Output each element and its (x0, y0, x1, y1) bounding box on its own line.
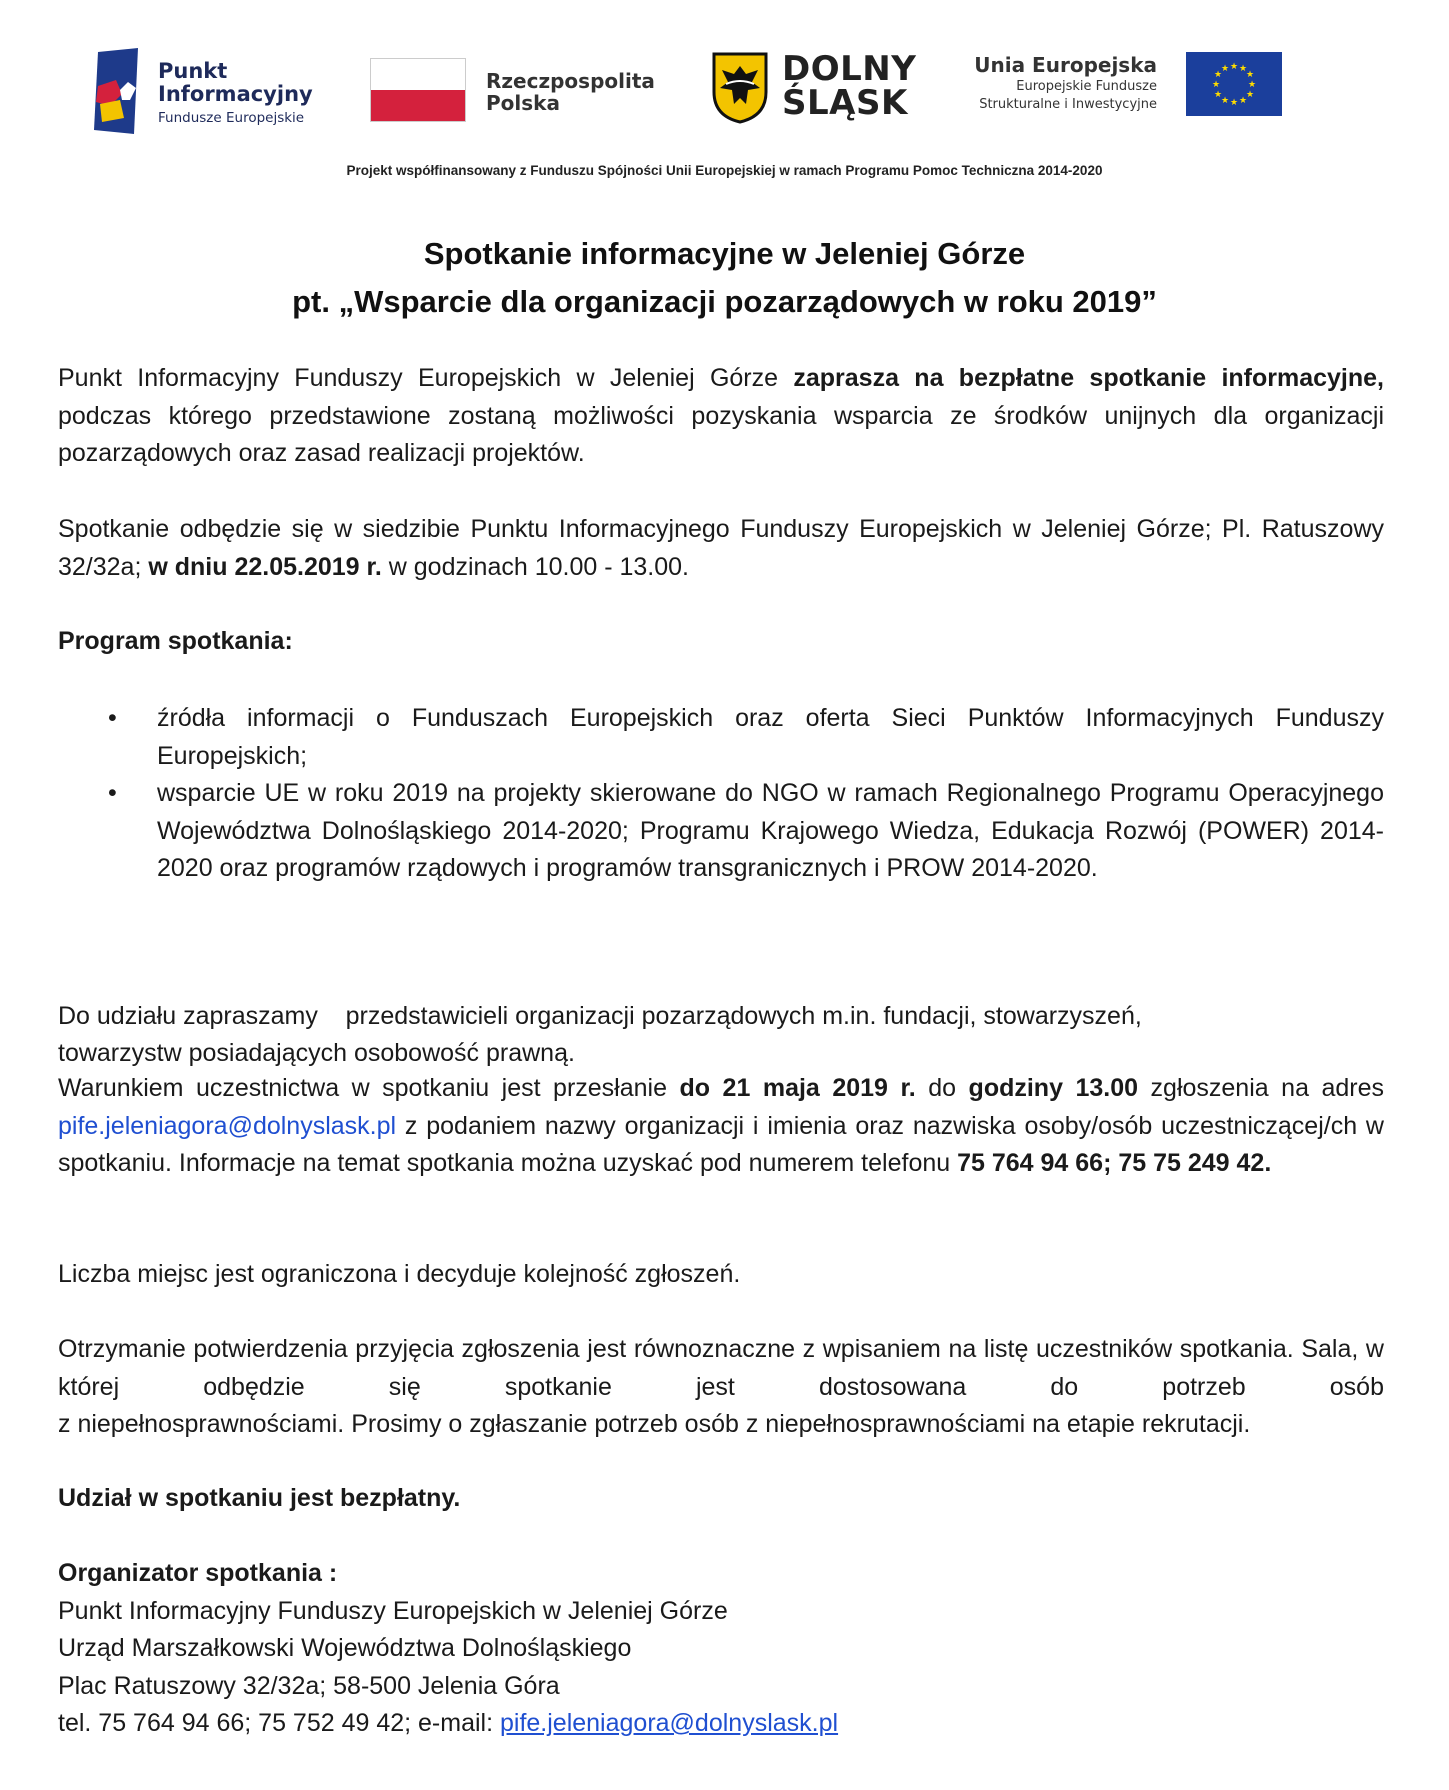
logo-bar (0, 40, 1449, 140)
pi-logo-line3: Fundusze Europejskie (158, 110, 305, 126)
venue-hours: w godzinach 10.00 - 13.00. (381, 552, 689, 581)
intro-paragraph (58, 360, 1384, 473)
fe-star-icon (94, 46, 154, 136)
svg-text:★: ★ (1211, 80, 1221, 90)
organizer-heading: Organizator spotkania : (58, 1559, 338, 1587)
venue-text: Spotkanie odbędzie się w siedzibie Punktu Informacyjnego Funduszy Europejskich w Jeleniej Górze; Pl. Ratuszowy 32/32a; (58, 515, 1384, 581)
pi-logo-line2: Informacyjny (158, 82, 313, 106)
confirmation-paragraph (58, 1331, 1384, 1444)
rp-logo-line1: Rzeczpospolita (486, 69, 655, 93)
pi-logo-line1: Punkt (158, 59, 228, 83)
conditions-text: z podaniem nazwy organizacji i imienia oraz nazwiska osoby/osób uczestniczącej/ch w spotkaniu. Informacje na temat spotkania można uzyskać pod numerem telefonu (58, 1111, 1384, 1177)
polish-flag-icon (370, 58, 466, 122)
svg-text:★: ★ (1238, 96, 1248, 106)
punkt-informacyjny-logo (94, 46, 314, 136)
svg-text:★: ★ (1213, 90, 1223, 100)
conditions-phone: 75 764 94 66; 75 75 249 42. (957, 1149, 1272, 1177)
intro-bold: zaprasza na bezpłatne spotkanie informacyjne, (793, 364, 1384, 392)
svg-text:★: ★ (1247, 80, 1257, 90)
svg-text:★: ★ (1245, 70, 1255, 80)
intro-text-rest: podczas którego przedstawione zostaną możliwości pozyskania wsparcia ze środków unijnych dla organizacji pozarządowych oraz zasad realizacji projektów. (58, 401, 1384, 467)
conditions-hour: godziny 13.00 (968, 1074, 1139, 1102)
invite-line2: towarzystw posiadających osobowość prawną. (58, 1039, 575, 1067)
ue-logo-line1: Unia Europejska (974, 53, 1157, 77)
svg-text:★: ★ (1238, 64, 1248, 74)
eu-flag-icon (1186, 52, 1282, 116)
email-link[interactable]: pife.jeleniagora@dolnyslask.pl (58, 1111, 397, 1140)
intro-text: Punkt Informacyjny Funduszy Europejskich w Jeleniej Górze (58, 364, 794, 392)
rzeczpospolita-polska-logo (370, 58, 670, 128)
unia-europejska-logo (972, 52, 1282, 142)
dolny-slask-logo (712, 49, 922, 132)
bullet-icon: • (108, 704, 117, 732)
svg-text:★: ★ (1229, 98, 1239, 108)
free-note-text: Udział w spotkaniu jest bezpłatny. (58, 1484, 461, 1512)
organizer-contact (58, 1705, 1384, 1743)
ds-logo-line2: ŚLĄSK (782, 83, 908, 123)
venue-paragraph (58, 511, 1384, 586)
list-item-text: źródła informacji o Funduszach Europejskich oraz oferta Sieci Punktów Informacyjnych Funduszy Europejskich; (157, 704, 1384, 770)
organizer-phone: tel. 75 764 94 66; 75 752 49 42; e-mail: (58, 1709, 500, 1737)
organizer-line1: Punkt Informacyjny Funduszy Europejskich w Jeleniej Górze (58, 1596, 728, 1625)
svg-text:★: ★ (1229, 62, 1239, 72)
limited-seats-note: Liczba miejsc jest ograniczona i decyduje kolejność zgłoszeń. (58, 1260, 741, 1288)
list-item (58, 775, 1384, 888)
conditions-deadline: do 21 maja 2019 r. (679, 1074, 916, 1102)
organizer-email-link[interactable]: pife.jeleniagora@dolnyslask.pl (499, 1709, 839, 1737)
conditions-text: zgłoszenia na adres (1138, 1074, 1385, 1102)
svg-text:★: ★ (1213, 70, 1223, 80)
confirmation-text: Otrzymanie potwierdzenia przyjęcia zgłoszenia jest równoznaczne z wpisaniem na listę uczestników spotkania. Sala, w której odbędzie się spotkanie jest dostosowana do potrzeb osób (58, 1335, 1384, 1401)
ue-logo-line2: Europejskie Fundusze (1016, 79, 1157, 94)
conditions-text: do (915, 1074, 969, 1102)
list-item-text: wsparcie UE w roku 2019 na projekty skierowane do NGO w ramach Regionalnego Programu Operacyjnego Województwa Dolnośląskiego 2014-2020; Programu Krajowego Wiedza, Edukacja Rozwój (POWER) 2014-2020 oraz programów rządowych i programów transgranicznych i PROW 2014-2020. (157, 779, 1384, 882)
invite-paragraph (58, 960, 1384, 1073)
ds-logo-line1: DOLNY (782, 49, 917, 89)
title-line1: Spotkanie informacyjne w Jeleniej Górze (423, 236, 1026, 271)
conditions-text: Warunkiem uczestnictwa w spotkaniu jest przesłanie (58, 1074, 680, 1102)
svg-text:★: ★ (1220, 64, 1230, 74)
cofinancing-note: Projekt współfinansowany z Funduszu Spójności Unii Europejskiej w ramach Programu Pomoc Techniczna 2014-2020 (346, 163, 1103, 178)
program-heading (58, 623, 1384, 661)
page-title (0, 230, 1449, 326)
organizer-line3: Plac Ratuszowy 32/32a; 58-500 Jelenia Góra (58, 1671, 560, 1700)
rp-logo-line2: Polska (486, 91, 560, 115)
program-list (58, 700, 1384, 888)
title-line2: pt. „Wsparcie dla organizacji pozarządowych w roku 2019” (292, 284, 1157, 319)
confirmation-text-rest: z niepełnosprawnościami. Prosimy o zgłaszanie potrzeb osób z niepełnosprawnościami na etapie rekrutacji. (58, 1410, 1251, 1438)
ue-logo-line3: Strukturalne i Inwestycyjne (979, 97, 1157, 112)
invite-line1: Do udziału zapraszamy przedstawicieli organizacji pozarządowych m.in. fundacji, stowarzyszeń, (58, 1001, 1142, 1030)
svg-text:★: ★ (1220, 96, 1230, 106)
svg-text:★: ★ (1245, 90, 1255, 100)
program-heading-text: Program spotkania: (58, 627, 293, 655)
bullet-icon: • (108, 779, 117, 807)
eagle-crest-icon (712, 52, 768, 124)
organizer-line2: Urząd Marszałkowski Województwa Dolnośląskiego (58, 1634, 632, 1662)
free-note (58, 1480, 1384, 1518)
list-item (58, 700, 1384, 775)
venue-date: w dniu 22.05.2019 r. (148, 552, 382, 581)
organizer-block (58, 1555, 1384, 1743)
conditions-paragraph (58, 1070, 1384, 1183)
